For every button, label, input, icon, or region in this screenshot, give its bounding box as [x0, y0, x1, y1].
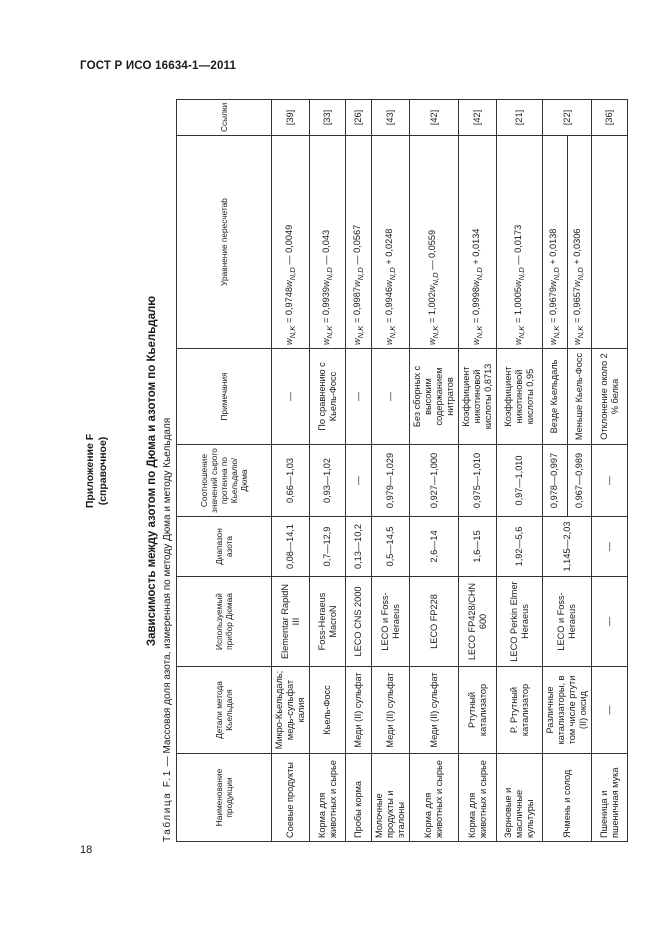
eq-const: — 0,0173 — [512, 224, 523, 265]
cell-kjeldahl: P. Ртутный катализатор — [497, 667, 543, 754]
cell-ratio: 0,66—1,03 — [272, 445, 310, 517]
eq-coef: 0,9748 — [283, 287, 294, 316]
cell-kjeldahl: Различные катализаторы, в том числе ртути (II) оксид — [543, 667, 592, 754]
cell-ref: [26] — [346, 100, 372, 136]
table-caption-text: — Массовая доля азота, измеренная по методу Дюма и методу Кьельдаля — [162, 417, 173, 770]
cell-product: Корма для животных и сырье — [310, 754, 346, 842]
cell-dumas: — — [592, 577, 628, 667]
table-row — [346, 100, 372, 842]
cell-kjeldahl: — — [592, 667, 628, 754]
main-title: Зависимость между азотом по Дюма и азотом по Кьельдалю — [146, 295, 158, 647]
cell-ratio: 0,978—0,997 — [543, 445, 568, 517]
col-header-note: Примечания — [177, 349, 272, 445]
table-row — [410, 100, 459, 842]
col-header-dumas: Используемый прибор Дюмаa — [177, 577, 272, 667]
eq-coef: 0,9998 — [470, 287, 481, 316]
cell-note: Везде Кьельдаль — [543, 349, 568, 445]
table-row — [272, 100, 310, 842]
cell-product: Молочные продукты и эталоны — [372, 754, 410, 842]
cell-dumas: Foss-Heraeus MacroN — [310, 577, 346, 667]
table-caption — [162, 100, 174, 842]
col-header-ratio: Соотношение значений сырого протеина по Кьельдалю/Дюма — [177, 445, 272, 517]
cell-ratio: 0,97—1,010 — [497, 445, 543, 517]
cell-note: — — [272, 349, 310, 445]
eq-coef: 0,9939 — [320, 287, 331, 316]
cell-ref: [22] — [543, 100, 592, 136]
col-header-ref: Ссылки — [177, 100, 272, 136]
eq-coef: 1,0005 — [512, 287, 523, 316]
cell-ratio: — — [592, 445, 628, 517]
table-row — [497, 100, 543, 842]
table-row — [543, 100, 568, 842]
header-row — [177, 100, 272, 842]
table-row — [459, 100, 497, 842]
cell-range: 0,5—14,5 — [372, 517, 410, 577]
cell-range: 1,92—5,6 — [497, 517, 543, 577]
cell-ref: [42] — [410, 100, 459, 136]
eq-const: — 0,043 — [320, 229, 331, 265]
cell-note: — — [372, 349, 410, 445]
cell-ratio: — — [346, 445, 372, 517]
cell-product: Пробы корма — [346, 754, 372, 842]
cell-ref: [36] — [592, 100, 628, 136]
cell-product: Ячмень и солод — [543, 754, 592, 842]
cell-kjeldahl: Меди (II) сульфат — [372, 667, 410, 754]
eq-const: — 0,0559 — [427, 229, 438, 270]
appendix-subtitle: (справочное) — [97, 436, 109, 506]
eq-coef: 1,002 — [427, 292, 438, 316]
cell-dumas: LECO FP228 — [410, 577, 459, 667]
rotated-content — [84, 100, 620, 842]
cell-equation — [592, 136, 628, 349]
col-header-product: Наименование продукции — [177, 754, 272, 842]
cell-ratio: 0,93—1,02 — [310, 445, 346, 517]
cell-range: 0,7—12,9 — [310, 517, 346, 577]
cell-dumas: LECO Perkin Elmer Heraeus — [497, 577, 543, 667]
cell-ratio: 0,979—1,029 — [372, 445, 410, 517]
cell-note: Без сборных с высоким содержанием нитратов — [410, 349, 459, 445]
eq-const: — 0,0049 — [283, 224, 294, 265]
cell-product: Корма для животных и сырье — [410, 754, 459, 842]
eq-coef: 0,9679 — [547, 287, 558, 316]
col-header-equation: Уравнение пересчетаb — [177, 136, 272, 349]
cell-product: Пшеница и пшеничная мука — [592, 754, 628, 842]
cell-note: Коэффициент никотиновой кислоты 0,8713 — [459, 349, 497, 445]
cell-dumas: Elementar RapidN III — [272, 577, 310, 667]
eq-coef: 0,9657 — [572, 287, 583, 316]
col-header-kjeldahl: Детали метода Кьельдаля — [177, 667, 272, 754]
cell-kjeldahl: Кьель-Фосс — [310, 667, 346, 754]
cell-ref: [42] — [459, 100, 497, 136]
cell-ratio: 0,927—1,000 — [410, 445, 459, 517]
page-number: 18 — [80, 844, 93, 856]
cell-equation: $w_{N,K} = 0,9987w_{N,D}$ — 0,0567 — [346, 136, 372, 349]
cell-dumas: LECO и Foss-Heraeus — [543, 577, 592, 667]
cell-equation: $w_{N,K} = 1,002w_{N,D}$ — 0,0559 — [410, 136, 459, 349]
nitrogen-table — [176, 99, 628, 842]
cell-dumas: LECO и Foss-Heraeus — [372, 577, 410, 667]
cell-equation: $w_{N,K} = 0,9679w_{N,D} + 0,0138$ — [543, 136, 568, 349]
cell-equation: $w_{N,K} = 0,9748w_{N,D}$ — 0,0049 — [272, 136, 310, 349]
cell-note: Коэффициент никотиновой кислоты 0,95 — [497, 349, 543, 445]
cell-note: Отклонение около 2 % белка — [592, 349, 628, 445]
cell-equation: $w_{N,K} = 0,9946w_{N,D} + 0,0248$ — [372, 136, 410, 349]
standard-header: ГОСТ Р ИСО 16634-1—2011 — [80, 60, 237, 72]
cell-kjeldahl: Микро-Кьельдаль; медь-сульфат калия — [272, 667, 310, 754]
eq-const: — 0,0567 — [351, 224, 362, 265]
cell-equation: $w_{N,K} = 0,9998w_{N,D} + 0,0134$ — [459, 136, 497, 349]
cell-range: 0,13—10,2 — [346, 517, 372, 577]
eq-coef: 0,9946 — [383, 287, 394, 316]
cell-kjeldahl: Меди (II) сульфат — [346, 667, 372, 754]
table-row — [372, 100, 410, 842]
col-header-range: Диапазон азота — [177, 517, 272, 577]
cell-ref: [33] — [310, 100, 346, 136]
table-caption-lead: Таблица F.1 — [162, 769, 173, 842]
cell-range: — — [592, 517, 628, 577]
eq-coef: 0,9987 — [351, 287, 362, 316]
eq-const: + 0,0248 — [383, 228, 394, 265]
cell-equation: $w_{N,K} = 0,9939w_{N,D}$ — 0,043 — [310, 136, 346, 349]
cell-note: По сравнению с Кьель-Фосс — [310, 349, 346, 445]
cell-kjeldahl: Меди (II) сульфат — [410, 667, 459, 754]
cell-dumas: LECO FP428/CHN 600 — [459, 577, 497, 667]
cell-dumas: LECO CNS 2000 — [346, 577, 372, 667]
appendix-title: Приложение F — [84, 433, 96, 509]
cell-ratio: 0,975—1,010 — [459, 445, 497, 517]
table-row — [592, 100, 628, 842]
cell-range: 1,6—15 — [459, 517, 497, 577]
cell-product: Соевые продукты — [272, 754, 310, 842]
cell-note: Меньше Кьель-Фосс — [567, 349, 592, 445]
cell-product: Зерновые и масличные культуры — [497, 754, 543, 842]
cell-ref: [39] — [272, 100, 310, 136]
appendix-heading — [84, 100, 110, 842]
cell-ref: [21] — [497, 100, 543, 136]
cell-kjeldahl: Ртутный катализатор — [459, 667, 497, 754]
cell-note: — — [346, 349, 372, 445]
table-row — [310, 100, 346, 842]
cell-range: 1,145—2,03 — [543, 517, 592, 577]
eq-const: + 0,0134 — [470, 228, 481, 265]
cell-equation: $w_{N,K} = 1,0005w_{N,D}$ — 0,0173 — [497, 136, 543, 349]
cell-range: 2,6—14 — [410, 517, 459, 577]
cell-ratio: 0,967—0,989 — [567, 445, 592, 517]
cell-range: 0,08—14,1 — [272, 517, 310, 577]
cell-ref: [43] — [372, 100, 410, 136]
eq-const: + 0,0138 — [547, 228, 558, 265]
cell-product: Корма для животных и сырье — [459, 754, 497, 842]
eq-const: + 0,0306 — [572, 228, 583, 265]
cell-equation: $w_{N,K} = 0,9657w_{N,D} + 0,0306$ — [567, 136, 592, 349]
